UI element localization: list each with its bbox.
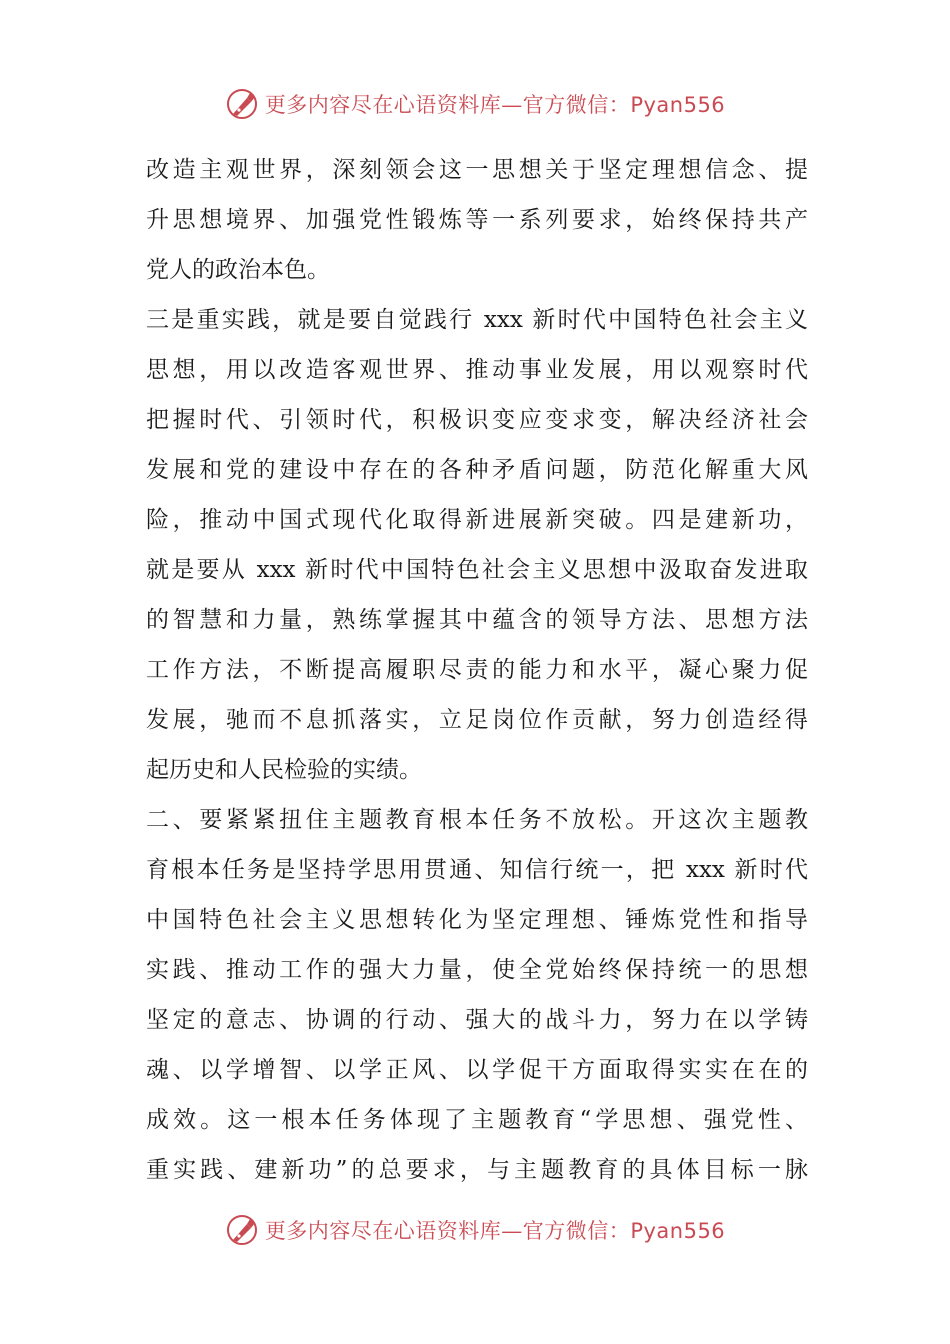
text-line: 成效。这一根本任务体现了主题教育“学思想、强党性、 bbox=[146, 1107, 808, 1133]
text-line: 起历史和人民检验的实绩。 bbox=[146, 757, 422, 783]
text-line: 改造主观世界，深刻领会这一思想关于坚定理想信念、提 bbox=[146, 157, 808, 183]
text-line: 就是要从 xxx 新时代中国特色社会主义思想中汲取奋发进取 bbox=[146, 557, 808, 583]
pen-nib-logo-icon bbox=[225, 87, 259, 121]
pen-nib-logo-icon bbox=[225, 1213, 259, 1247]
text-line: 党人的政治本色。 bbox=[146, 257, 330, 283]
text-line: 工作方法，不断提高履职尽责的能力和水平，凝心聚力促 bbox=[146, 657, 808, 683]
watermark-text: 更多内容尽在心语资料库—官方微信：Pyan556 bbox=[264, 93, 726, 117]
header-watermark bbox=[0, 84, 950, 124]
text-line: 坚定的意志、协调的行动、强大的战斗力，努力在以学铸 bbox=[146, 1007, 808, 1033]
text-line: 险，推动中国式现代化取得新进展新突破。四是建新功， bbox=[146, 507, 808, 533]
text-line: 育根本任务是坚持学思用贯通、知信行统一，把 xxx 新时代 bbox=[146, 857, 808, 883]
text-line: 思想，用以改造客观世界、推动事业发展，用以观察时代 bbox=[146, 357, 808, 383]
document-body bbox=[146, 145, 808, 1195]
text-line: 实践、推动工作的强大力量，使全党始终保持统一的思想 bbox=[146, 957, 808, 983]
text-line: 重实践、建新功”的总要求，与主题教育的具体目标一脉 bbox=[146, 1157, 808, 1183]
text-line: 二、要紧紧扭住主题教育根本任务不放松。开这次主题教 bbox=[146, 807, 808, 833]
footer-watermark bbox=[0, 1210, 950, 1250]
text-line: 发展，驰而不息抓落实，立足岗位作贡献，努力创造经得 bbox=[146, 707, 808, 733]
text-line: 升思想境界、加强党性锻炼等一系列要求，始终保持共产 bbox=[146, 207, 808, 233]
watermark-text: 更多内容尽在心语资料库—官方微信：Pyan556 bbox=[264, 1219, 726, 1243]
text-line: 把握时代、引领时代，积极识变应变求变，解决经济社会 bbox=[146, 407, 808, 433]
text-line: 三是重实践，就是要自觉践行 xxx 新时代中国特色社会主义 bbox=[146, 307, 808, 333]
text-line: 魂、以学增智、以学正风、以学促干方面取得实实在在的 bbox=[146, 1057, 808, 1083]
text-line: 中国特色社会主义思想转化为坚定理想、锤炼党性和指导 bbox=[146, 907, 808, 933]
text-line: 的智慧和力量，熟练掌握其中蕴含的领导方法、思想方法 bbox=[146, 607, 808, 633]
text-line: 发展和党的建设中存在的各种矛盾问题，防范化解重大风 bbox=[146, 457, 808, 483]
